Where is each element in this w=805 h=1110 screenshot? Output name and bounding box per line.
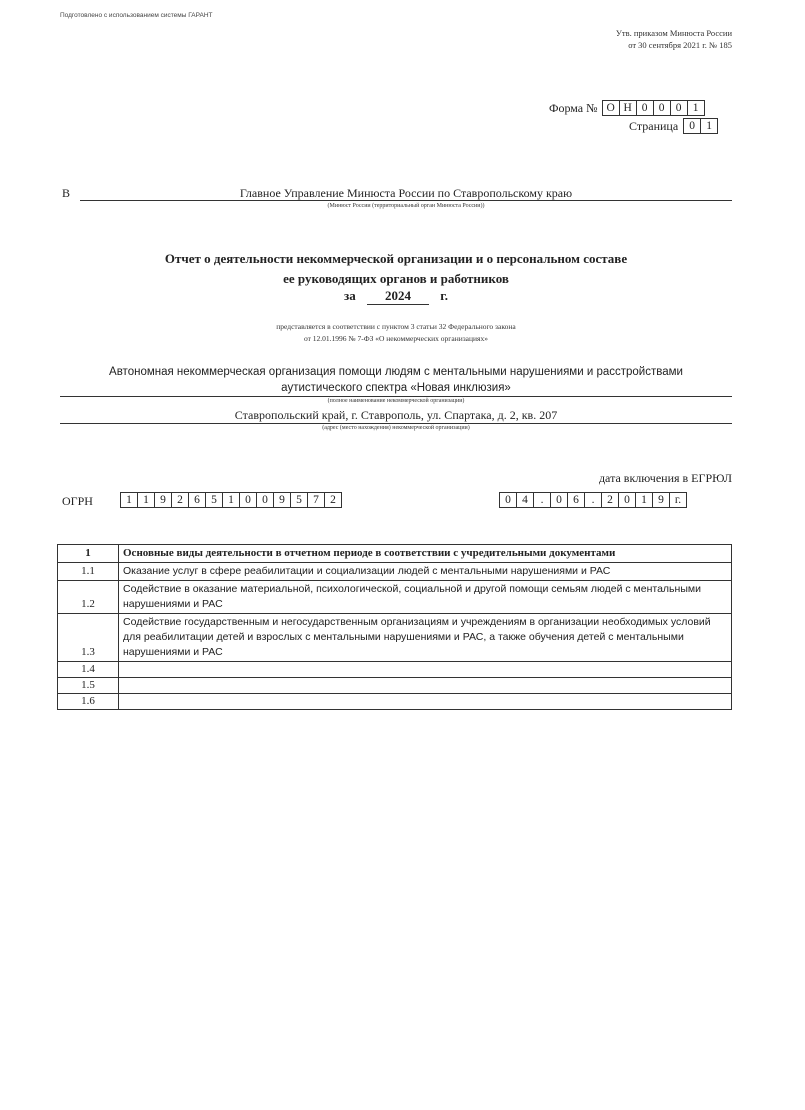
form-number-cell: 0 xyxy=(653,100,671,116)
organization-name-note: (полное наименование некоммерческой организации) xyxy=(327,398,465,404)
egrul-date-cell: 0 xyxy=(550,492,568,508)
page-label: Страница xyxy=(629,118,679,133)
egrul-date-cell: . xyxy=(584,492,602,508)
organization-name xyxy=(60,364,732,396)
approval-stamp xyxy=(616,27,732,51)
ogrn-cell: 5 xyxy=(205,492,223,508)
addressee-underline xyxy=(80,200,732,201)
organization-address-note: (адрес (место нахождения) некоммерческой организации) xyxy=(322,425,470,431)
activity-text xyxy=(119,694,732,710)
activity-row xyxy=(58,563,732,581)
activity-text xyxy=(119,678,732,694)
report-year xyxy=(60,288,732,305)
report-title-line-2: ее руководящих органов и работников xyxy=(283,271,509,286)
activity-row xyxy=(58,694,732,710)
organization-name-underline xyxy=(60,396,732,397)
page-number-cell: 0 xyxy=(683,118,701,134)
page-number xyxy=(629,118,718,134)
form-number-cell: 0 xyxy=(636,100,654,116)
form-label: Форма № xyxy=(549,100,598,115)
approval-line-2: от 30 сентября 2021 г. № 185 xyxy=(628,40,732,50)
addressee-prefix: В xyxy=(62,186,71,200)
ogrn-cell: 1 xyxy=(120,492,138,508)
egrul-date-label: дата включения в ЕГРЮЛ xyxy=(598,471,732,485)
ogrn-cell: 0 xyxy=(256,492,274,508)
activity-num: 1.5 xyxy=(58,678,119,694)
form-number-cells xyxy=(602,100,705,116)
activity-num: 1.3 xyxy=(58,614,119,662)
activity-row xyxy=(58,581,732,614)
form-number-cell: 1 xyxy=(687,100,705,116)
report-title xyxy=(60,249,732,289)
approval-line-1: Утв. приказом Минюста России xyxy=(615,28,732,38)
activity-row xyxy=(58,662,732,678)
addressee-value: Главное Управление Минюста России по Ставропольскому краю xyxy=(239,186,573,200)
year-prefix: за xyxy=(344,288,356,303)
egrul-date-cell: 4 xyxy=(516,492,534,508)
organization-address-underline xyxy=(60,423,732,424)
egrul-date-cell: 2 xyxy=(601,492,619,508)
year-value: 2024 xyxy=(367,288,429,305)
form-number-cell: О xyxy=(602,100,620,116)
ogrn-cell: 2 xyxy=(324,492,342,508)
activities-header-row xyxy=(58,545,732,563)
activity-text: Оказание услуг в сфере реабилитации и социализации людей с ментальными нарушениями и РАС xyxy=(119,563,732,581)
egrul-date-cell: 1 xyxy=(635,492,653,508)
ogrn-cell: 1 xyxy=(222,492,240,508)
activities-header-text: Основные виды деятельности в отчетном периоде в соответствии с учредительными документами xyxy=(119,545,732,563)
ogrn-cells xyxy=(120,492,342,508)
page-number-cell: 1 xyxy=(700,118,718,134)
activities-table xyxy=(57,544,732,710)
activity-row xyxy=(58,614,732,662)
activity-text: Содействие государственным и негосударственным организациям и учреждениям в организации необходимых условий для реабилитации детей и взрослых с ментальными нарушениями и РАС, а также обучения детей с ментальными нарушениями и РАС xyxy=(119,614,732,662)
ogrn-cell: 6 xyxy=(188,492,206,508)
ogrn-cell: 1 xyxy=(137,492,155,508)
form-number-cell: Н xyxy=(619,100,637,116)
egrul-date-cell: 0 xyxy=(499,492,517,508)
ogrn-cell: 5 xyxy=(290,492,308,508)
form-number xyxy=(549,100,705,116)
egrul-date-cell: . xyxy=(533,492,551,508)
egrul-date-cells xyxy=(499,492,687,508)
egrul-date-cell: 0 xyxy=(618,492,636,508)
ogrn-label: ОГРН xyxy=(62,494,93,508)
ogrn-cell: 2 xyxy=(171,492,189,508)
activity-row xyxy=(58,678,732,694)
report-title-line-1: Отчет о деятельности некоммерческой организации и о персональном составе xyxy=(164,251,628,266)
activity-num: 1.1 xyxy=(58,563,119,581)
activity-text: Содействие в оказание материальной, психологической, социальной и другой помощи семьям людей с ментальными нарушениями и РАС xyxy=(119,581,732,614)
activities-header-num: 1 xyxy=(58,545,119,563)
egrul-date-cell: 6 xyxy=(567,492,585,508)
activity-num: 1.6 xyxy=(58,694,119,710)
ogrn-cell: 0 xyxy=(239,492,257,508)
organization-name-line-1: Автономная некоммерческая организация помощи людям с ментальными нарушениями и расстройствами xyxy=(109,366,683,378)
ogrn-cell: 7 xyxy=(307,492,325,508)
organization-address: Ставропольский край, г. Ставрополь, ул. Спартака, д. 2, кв. 207 xyxy=(234,408,558,422)
egrul-date-cell: г. xyxy=(669,492,687,508)
legal-basis-line-2: от 12.01.1996 № 7-ФЗ «О некоммерческих организациях» xyxy=(303,334,488,343)
organization-name-line-2: аутистического спектра «Новая инклюзия» xyxy=(281,382,511,394)
ogrn-cell: 9 xyxy=(273,492,291,508)
page-number-cells xyxy=(683,118,718,134)
ogrn-cell: 9 xyxy=(154,492,172,508)
legal-basis xyxy=(60,321,732,345)
activity-num: 1.2 xyxy=(58,581,119,614)
year-suffix: г. xyxy=(440,288,448,303)
garant-note: Подготовлено с использованием системы ГАРАНТ xyxy=(60,12,213,19)
activity-text xyxy=(119,662,732,678)
legal-basis-line-1: представляется в соответствии с пунктом 3 статьи 32 Федерального закона xyxy=(276,322,516,331)
activity-num: 1.4 xyxy=(58,662,119,678)
addressee-note: (Минюст России (территориальный орган Минюста России)) xyxy=(327,203,485,209)
form-number-cell: 0 xyxy=(670,100,688,116)
egrul-date-cell: 9 xyxy=(652,492,670,508)
